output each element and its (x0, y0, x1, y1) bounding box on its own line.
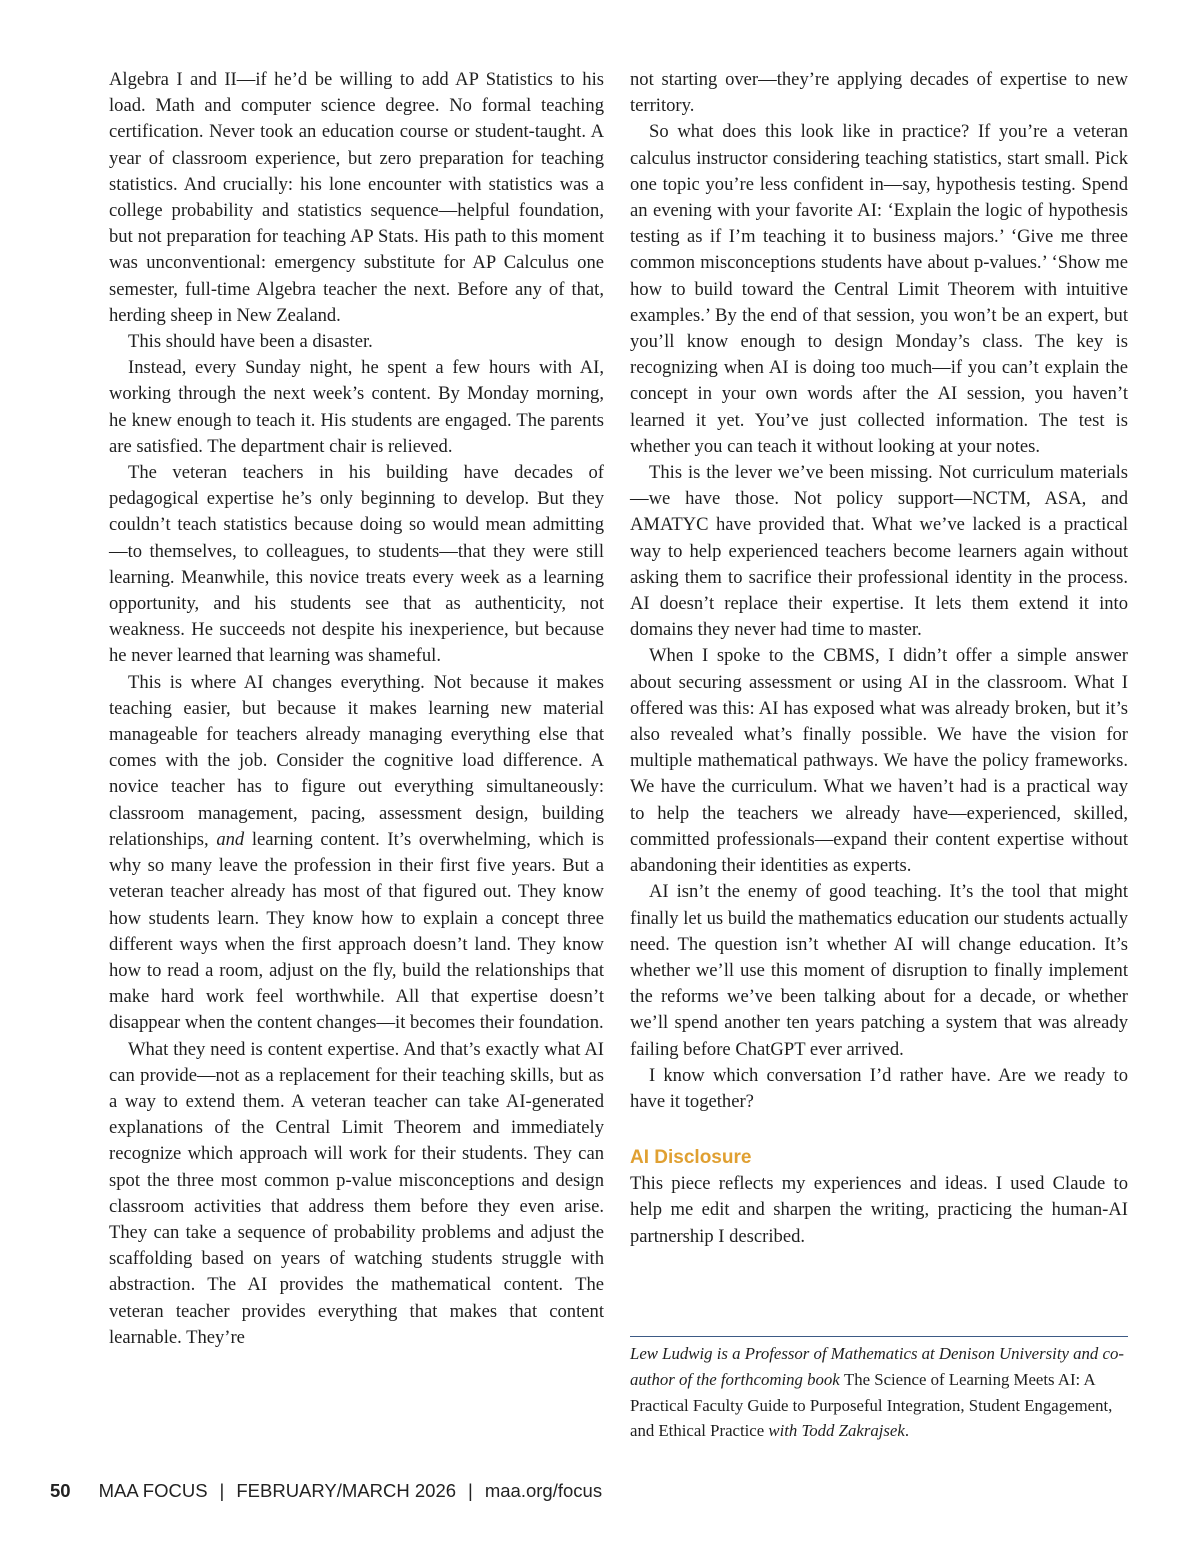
bio-period: . (904, 1421, 910, 1441)
author-bio-text (630, 1341, 1128, 1444)
ai-disclosure-heading: AI Disclosure (630, 1147, 752, 1169)
paragraph: What they need is content expertise. And that’s exactly what AI can provide—not as a replacement for their teaching skills, but as a way to extend them. A veteran teacher can take AI-generated explanations of the Central Limit Theorem and immediately recognize which approach will work for their students. They can spot the three most common p-value misconceptions and design classroom activities that address them before they even arise. They can take a sequence of probability problems and adjust the scaffolding based on years of watching students struggle with abstraction. The AI provides the mathematical content. The veteran teacher provides everything that makes that content learnable. They’re (109, 1038, 604, 1348)
paragraph: This is the lever we’ve been missing. Not curriculum materials—we have those. Not policy support—NCTM, ASA, and AMATYC have provided that. What we’ve lacked is a practical way to help experienced teachers become learners again without asking them to sacrifice their professional identity in the process. AI doesn’t replace their expertise. It lets them extend it into domains they never had time to master. (630, 462, 1128, 641)
footer-divider: | (219, 1480, 225, 1501)
paragraph: Algebra I and II—if he’d be willing to add AP Statistics to his load. Math and computer science degree. No formal teaching certification. Never took an education course or student-taught. A year of classroom experience, but zero preparation for teaching statistics. And crucially: his lone encounter with statistics was a college probability and statistics sequence—helpful foundation, but not preparation for teaching AP Stats. His path to this moment was unconventional: emergency substitute for AP Calculus one semester, full-time Algebra teacher the next. Before any of that, herding sheep in New Zealand. (109, 69, 604, 326)
author-bio (630, 1336, 1128, 1444)
paragraph: So what does this look like in practice? If you’re a veteran calculus instructor considering teaching statistics, start small. Pick one topic you’re less confident in—say, hypothesis testing. Spend an evening with your favorite AI: ‘Explain the logic of hypothesis testing as if I’m teaching it to business majors.’ ‘Give me three common misconceptions students have about p-values.’ ‘Show me how to build toward the Central Limit Theorem with intuitive examples.’ By the end of that session, you won’t be an expert, but you’ll know enough to design Monday’s class. The key is recognizing when AI is doing too much—if you can’t explain the concept in your own words after the AI session, you haven’t learned it yet. You’ve just collected information. The test is whether you can teach it without looking at your notes. (630, 121, 1128, 457)
paragraph: The veteran teachers in his building have decades of pedagogical expertise he’s only beginning to develop. But they couldn’t teach statistics because doing so would mean admitting—to themselves, to colleagues, to students—that they were still learning. Meanwhile, this novice treats every week as a learning opportunity, and his students see that as authenticity, not weakness. He succeeds not despite his inexperience, but because he never learned that learning was shameful. (109, 462, 604, 667)
text-run: learning content. It’s overwhelming, which is why so many leave the profession in their first five years. But a veteran teacher already has most of that figured out. They know how students learn. They know how to explain a concept three different ways when the first approach doesn’t land. They know how to read a room, adjust on the fly, build the relationships that make hard work feel worthwhile. All that expertise doesn’t disappear when the content changes—it becomes their foundation. (109, 828, 604, 1034)
right-column (630, 67, 1128, 1250)
ai-disclosure-text: This piece reflects my experiences and ideas. I used Claude to help me edit and sharpen the writing, practicing the human-AI partnership I described. (630, 1173, 1128, 1247)
page-footer (50, 1480, 602, 1502)
publication-name: MAA FOCUS (98, 1480, 208, 1501)
paragraph: not starting over—they’re applying decades of expertise to new territory. (630, 69, 1128, 117)
page-number: 50 (50, 1480, 71, 1501)
bio-italic: Lew Ludwig is a Professor of Mathematics at Denison University and co-author of the forthcoming book (630, 1344, 1124, 1389)
paragraph: AI isn’t the enemy of good teaching. It’s the tool that might finally let us build the mathematics education our students actually need. The question isn’t whether AI will change education. It’s whether we’ll use this moment of disruption to finally implement the reforms we’ve been talking about for a decade, or whether we’ll spend another ten years patching a system that was already failing before ChatGPT ever arrived. (630, 881, 1128, 1060)
issue-date: FEBRUARY/MARCH 2026 (236, 1480, 457, 1501)
paragraph: This should have been a disaster. (128, 331, 373, 353)
paragraph: When I spoke to the CBMS, I didn’t offer a simple answer about securing assessment or using AI in the classroom. What I offered was this: AI has exposed what was already broken, but it’s also revealed what’s finally possible. We have the vision for multiple mathematical pathways. We have the policy frameworks. We have the curriculum. What we haven’t had is a practical way to help the teachers we already have—experienced, skilled, committed professionals—expand their content expertise without abandoning their identities as experts. (630, 645, 1128, 877)
paragraph: Instead, every Sunday night, he spent a few hours with AI, working through the next week’s content. By Monday morning, he knew enough to teach it. His students are engaged. The parents are satisfied. The department chair is relieved. (109, 357, 604, 457)
emphasis-text: and (216, 828, 245, 850)
left-column (109, 67, 604, 1351)
paragraph: I know which conversation I’d rather have. Are we ready to have it together? (630, 1064, 1128, 1112)
footer-url: maa.org/focus (484, 1480, 603, 1501)
bio-italic: with Todd Zakrajsek (764, 1421, 905, 1441)
text-run: This is where AI changes everything. Not because it makes teaching easier, but because it makes learning new material manageable for teachers already managing everything else that comes with the job. Consider the cognitive load difference. A novice teacher has to figure out everything simultaneously: classroom management, pacing, assessment design, building relationships, (109, 671, 604, 850)
book-title: The Science of Learning Meets AI: A Practical Faculty Guide to Purposeful Integration, Student Engagement, and Ethical Practice (630, 1369, 1113, 1441)
paragraph (109, 670, 604, 1037)
footer-divider: | (468, 1480, 473, 1501)
